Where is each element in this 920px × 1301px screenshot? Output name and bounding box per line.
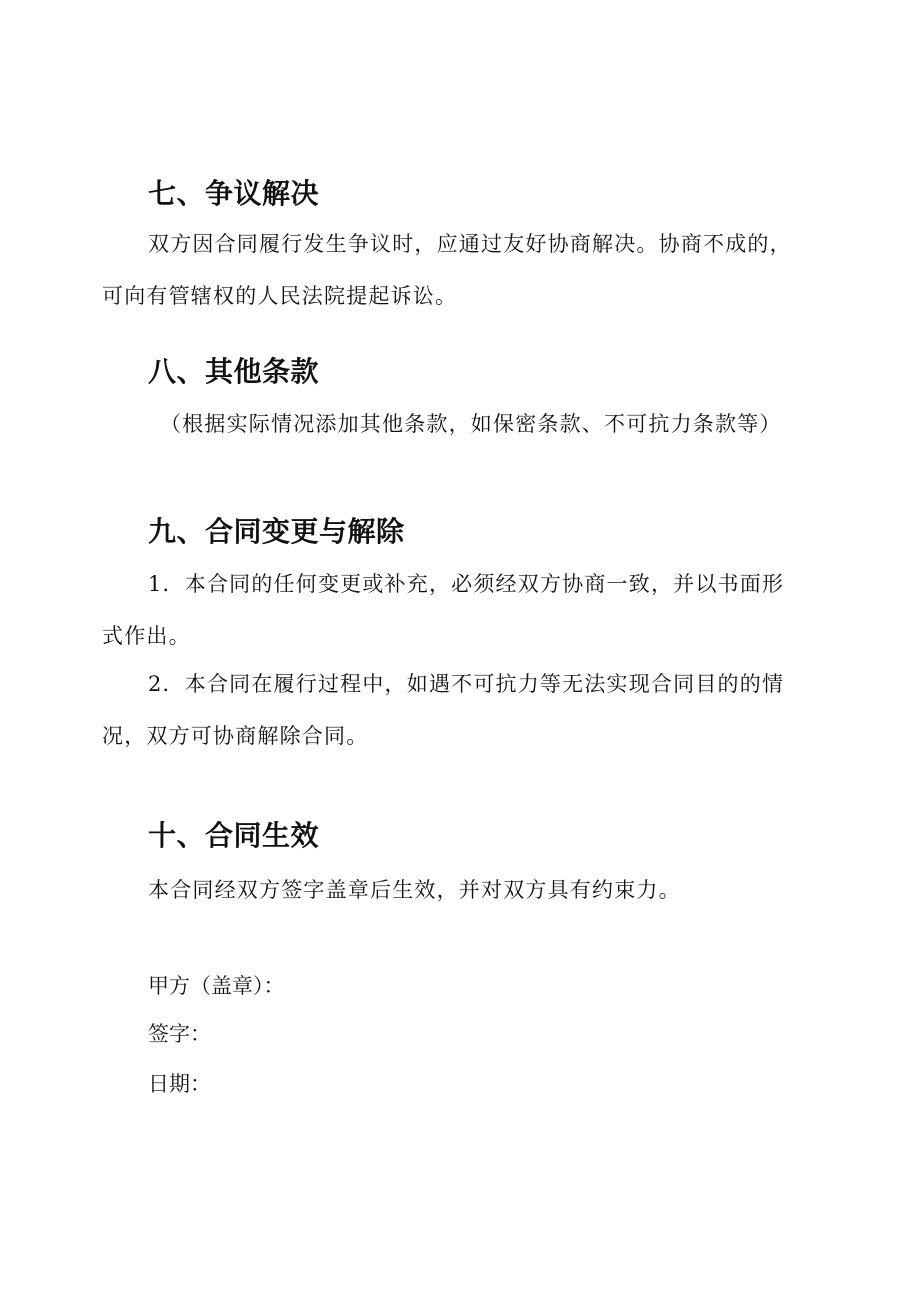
section-10-heading: 十、合同生效 — [148, 819, 320, 852]
section-7-line-1: 双方因合同履行发生争议时，应通过友好协商解决。协商不成的， — [148, 232, 792, 256]
section-10-text: 本合同经双方签字盖章后生效，并对双方具有约束力。 — [148, 878, 681, 902]
party-a-seal-label: 甲方（盖章）： — [148, 974, 285, 998]
section-7-line-2: 可向有管辖权的人民法院提起诉讼。 — [102, 284, 458, 308]
section-7-heading: 七、争议解决 — [148, 177, 320, 210]
section-9-item-1-line-2: 式作出。 — [102, 624, 191, 648]
section-8-note: （根据实际情况添加其他条款，如保密条款、不可抗力条款等） — [160, 412, 782, 436]
signature-label: 签字： — [148, 1022, 211, 1046]
section-9-heading: 九、合同变更与解除 — [148, 515, 405, 548]
section-9-item-1-line-1: 1．本合同的任何变更或补充，必须经双方协商一致，并以书面形 — [148, 572, 785, 596]
section-9-item-2 — [102, 658, 784, 762]
date-label: 日期： — [148, 1072, 211, 1096]
section-9-item-1 — [102, 558, 784, 662]
section-9-item-2-line-1: 2．本合同在履行过程中，如遇不可抗力等无法实现合同目的的情 — [148, 672, 785, 696]
section-8-heading: 八、其他条款 — [148, 355, 320, 388]
section-7-paragraph — [102, 218, 792, 322]
section-9-item-2-line-2: 况，双方可协商解除合同。 — [102, 724, 369, 748]
